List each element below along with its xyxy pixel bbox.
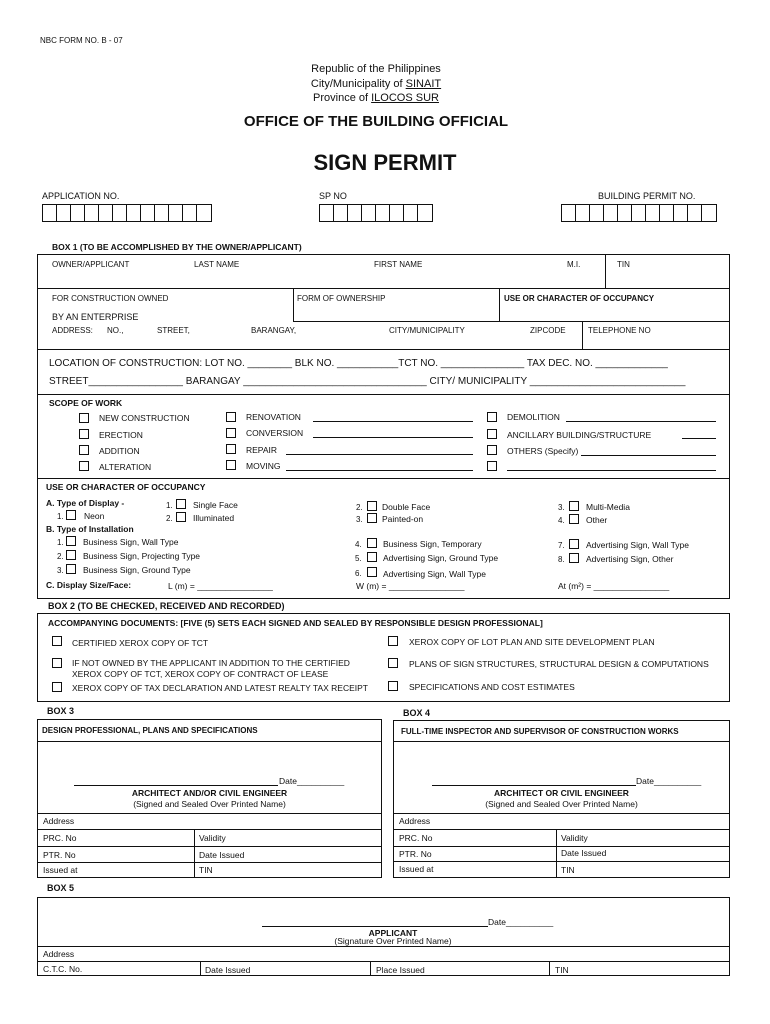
others-checkbox[interactable] — [487, 445, 497, 455]
bs-ground-label: Business Sign, Ground Type — [83, 565, 191, 575]
others-line[interactable] — [581, 455, 716, 456]
neon-checkbox[interactable] — [66, 510, 76, 520]
box3-date[interactable]: Date__________ — [279, 776, 345, 786]
repair-label: REPAIR — [246, 445, 278, 455]
box3-ptr-label: PTR. No — [43, 850, 76, 860]
bs-wall-no: 1. — [57, 538, 64, 547]
construction-owned-label: FOR CONSTRUCTION OWNED — [52, 294, 169, 303]
divider — [194, 829, 195, 878]
box5-signature-line[interactable] — [262, 926, 488, 927]
divider — [393, 741, 730, 742]
as-ground-no: 5. — [355, 554, 362, 563]
painted-on-label: Painted-on — [382, 514, 424, 524]
box4-ptr-label: PTR. No — [399, 849, 432, 859]
type-display-label: A. Type of Display - — [46, 498, 125, 508]
alteration-checkbox[interactable] — [79, 461, 89, 471]
office-title: OFFICE OF THE BUILDING OFFICIAL — [243, 113, 509, 130]
divider — [393, 846, 730, 847]
bs-wall-label: Business Sign, Wall Type — [83, 537, 179, 547]
certified-tct-checkbox[interactable] — [52, 636, 62, 646]
street-line[interactable]: STREET_________________ BARANGAY _________________________________ CITY/ MUNICIPALITY ____________________________ — [49, 376, 686, 387]
box4-issued-at-label: Issued at — [399, 864, 434, 874]
box5-place-issued-label: Place Issued — [376, 965, 425, 975]
as-wall7-no: 7. — [558, 541, 565, 550]
lot-plan-checkbox[interactable] — [388, 636, 398, 646]
tax-declaration-label: XEROX COPY OF TAX DECLARATION AND LATEST REALTY TAX RECEIPT — [72, 683, 369, 693]
bs-temporary-no: 4. — [355, 540, 362, 549]
double-face-label: Double Face — [382, 502, 431, 512]
as-wall7-checkbox[interactable] — [569, 539, 579, 549]
renovation-checkbox[interactable] — [226, 412, 236, 422]
alteration-label: ALTERATION — [99, 462, 152, 472]
box4-prc-label: PRC. No — [399, 833, 433, 843]
as-other-label: Advertising Sign, Other — [586, 554, 674, 564]
not-owned-checkbox[interactable] — [52, 658, 62, 668]
lot-plan-label: XEROX COPY OF LOT PLAN AND SITE DEVELOPMENT PLAN — [409, 637, 655, 647]
bs-projecting-checkbox[interactable] — [66, 550, 76, 560]
as-wall7-label: Advertising Sign, Wall Type — [586, 540, 689, 550]
box5-tin-label: TIN — [555, 965, 569, 975]
demolition-label: DEMOLITION — [507, 412, 560, 422]
tin-label: TIN — [617, 260, 630, 269]
demolition-checkbox[interactable] — [487, 412, 497, 422]
as-wall-checkbox[interactable] — [367, 567, 377, 577]
multi-media-no: 3. — [558, 503, 565, 512]
double-face-checkbox[interactable] — [367, 501, 377, 511]
box5-signature-caption: (Signature Over Printed Name) — [334, 936, 452, 946]
box4-title: FULL-TIME INSPECTOR AND SUPERVISOR OF CONSTRUCTION WORKS — [401, 727, 679, 736]
box3-signed-sealed: (Signed and Sealed Over Printed Name) — [133, 799, 286, 809]
not-owned-label-1: IF NOT OWNED BY THE APPLICANT IN ADDITION TO THE CERTIFIED — [72, 658, 350, 668]
divider — [37, 288, 730, 289]
painted-on-no: 3. — [356, 515, 363, 524]
box5-applicant: APPLICANT — [368, 928, 418, 938]
last-name-label: LAST NAME — [194, 260, 240, 269]
certified-tct-label: CERTIFIED XEROX COPY OF TCT — [72, 638, 209, 648]
divider — [393, 813, 730, 814]
bs-temporary-checkbox[interactable] — [367, 538, 377, 548]
application-no-field[interactable] — [42, 204, 212, 222]
form-number: NBC FORM NO. B - 07 — [40, 36, 123, 45]
address-label: ADDRESS: — [52, 326, 93, 335]
illuminated-label: Illuminated — [193, 513, 235, 523]
divider — [37, 846, 382, 847]
erection-label: ERECTION — [99, 430, 143, 440]
mi-label: M.I. — [567, 260, 581, 269]
other-label: Other — [586, 515, 608, 525]
divider — [37, 394, 730, 395]
type-installation-label: B. Type of Installation — [46, 524, 134, 534]
address-city-label: CITY/MUNICIPALITY — [389, 326, 465, 335]
box3-label: BOX 3 — [47, 706, 75, 716]
specifications-checkbox[interactable] — [388, 681, 398, 691]
box3-title: DESIGN PROFESSIONAL, PLANS AND SPECIFICATIONS — [42, 726, 258, 735]
tax-declaration-checkbox[interactable] — [52, 682, 62, 692]
city-line — [0, 78, 752, 90]
first-name-label: FIRST NAME — [374, 260, 423, 269]
divider — [37, 478, 730, 479]
length-field[interactable]: L (m) = ________________ — [168, 581, 273, 591]
owner-applicant-label: OWNER/APPLICANT — [52, 260, 130, 269]
form-of-ownership-label: FORM OF OWNERSHIP — [297, 294, 386, 303]
illuminated-no: 2. — [166, 514, 173, 523]
box3-prc-label: PRC. No — [43, 833, 77, 843]
box1-title: BOX 1 (TO BE ACCOMPLISHED BY THE OWNER/APPLICANT) — [52, 242, 302, 252]
divider — [200, 961, 201, 976]
box4-signer: ARCHITECT OR CIVIL ENGINEER — [494, 788, 629, 798]
as-ground-checkbox[interactable] — [367, 552, 377, 562]
plans-sign-checkbox[interactable] — [388, 658, 398, 668]
box4-label: BOX 4 — [403, 708, 431, 718]
neon-label: Neon — [84, 511, 105, 521]
new-construction-label: NEW CONSTRUCTION — [99, 413, 190, 423]
addition-checkbox[interactable] — [79, 445, 89, 455]
divider — [37, 349, 730, 350]
ancillary-label: ANCILLARY BUILDING/STRUCTURE — [507, 430, 652, 440]
as-wall-no: 6. — [355, 569, 362, 578]
conversion-checkbox[interactable] — [226, 428, 236, 438]
box3-address-label: Address — [43, 816, 75, 826]
location-line[interactable]: LOCATION OF CONSTRUCTION: LOT NO. ________ BLK NO. ___________TCT NO. _______________ TAX DEC. NO. _____________ — [49, 358, 668, 369]
as-ground-label: Advertising Sign, Ground Type — [383, 553, 499, 563]
repair-line[interactable] — [286, 454, 473, 455]
divider — [37, 862, 382, 863]
address-barangay-label: BARANGAY, — [251, 326, 297, 335]
box4-date[interactable]: Date__________ — [636, 776, 702, 786]
zipcode-label: ZIPCODE — [530, 326, 566, 335]
moving-label: MOVING — [246, 461, 281, 471]
city-prefix: City/Municipality of — [310, 78, 406, 90]
divider — [37, 741, 382, 742]
divider — [499, 288, 500, 321]
box2-title: BOX 2 (TO BE CHECKED, RECEIVED AND RECORDED) — [48, 601, 285, 611]
addition-label: ADDITION — [99, 446, 140, 456]
sp-no-field[interactable] — [319, 204, 433, 222]
divider — [37, 813, 382, 814]
divider — [582, 321, 583, 349]
display-size-label: C. Display Size/Face: — [46, 580, 132, 590]
divider — [37, 946, 730, 947]
sp-no-label: SP NO — [319, 191, 347, 201]
ancillary-line[interactable] — [682, 438, 716, 439]
divider — [393, 861, 730, 862]
box4-address-label: Address — [399, 816, 431, 826]
address-street-label: STREET, — [157, 326, 190, 335]
telephone-label: TELEPHONE NO — [588, 326, 651, 335]
province-line — [0, 92, 752, 104]
new-construction-checkbox[interactable] — [79, 413, 89, 423]
box5-ctc-label: C.T.C. No. — [43, 964, 83, 974]
ancillary-checkbox[interactable] — [487, 429, 497, 439]
building-permit-no-field[interactable] — [561, 204, 717, 222]
not-owned-label-2: XEROX COPY OF TCT, XEROX COPY OF CONTRACT OF LEASE — [72, 669, 329, 679]
divider — [37, 829, 382, 830]
scope-title: SCOPE OF WORK — [49, 398, 123, 408]
box5-address-label: Address — [43, 949, 75, 959]
divider — [37, 961, 730, 962]
box4-date-issued-label: Date Issued — [561, 848, 607, 858]
width-field[interactable]: W (m) = ________________ — [356, 581, 465, 591]
box3-signature-line[interactable] — [74, 785, 278, 786]
address-no-label: NO., — [107, 326, 124, 335]
erection-checkbox[interactable] — [79, 429, 89, 439]
republic-text: Republic of the Philippines — [311, 63, 441, 75]
illuminated-checkbox[interactable] — [176, 512, 186, 522]
neon-no: 1. — [57, 512, 64, 521]
other-checkbox[interactable] — [569, 514, 579, 524]
bs-temporary-label: Business Sign, Temporary — [383, 539, 482, 549]
area-field[interactable]: At (m²) = ________________ — [558, 581, 670, 591]
moving-line[interactable] — [286, 470, 473, 471]
as-other-no: 8. — [558, 555, 565, 564]
bs-wall-checkbox[interactable] — [66, 536, 76, 546]
single-face-no: 1. — [166, 501, 173, 510]
box4-signature-line[interactable] — [432, 785, 636, 786]
page-title: SIGN PERMIT — [313, 150, 457, 175]
others-extra-checkbox[interactable] — [487, 461, 497, 471]
box4-validity-label: Validity — [561, 833, 588, 843]
divider — [393, 829, 730, 830]
bs-projecting-no: 2. — [57, 552, 64, 561]
box3-validity-label: Validity — [199, 833, 226, 843]
divider — [370, 961, 371, 976]
bs-ground-checkbox[interactable] — [66, 564, 76, 574]
as-wall-label: Advertising Sign, Wall Type — [383, 569, 486, 579]
demolition-line[interactable] — [566, 421, 716, 422]
box5-label: BOX 5 — [47, 883, 75, 893]
divider — [293, 288, 294, 321]
box3-date-issued-label: Date Issued — [199, 850, 245, 860]
box4-tin-label: TIN — [561, 865, 575, 875]
specifications-label: SPECIFICATIONS AND COST ESTIMATES — [409, 682, 575, 692]
use-character-label: USE OR CHARACTER OF OCCUPANCY — [504, 294, 655, 303]
bs-ground-no: 3. — [57, 566, 64, 575]
single-face-label: Single Face — [193, 500, 238, 510]
divider — [549, 961, 550, 976]
as-other-checkbox[interactable] — [569, 553, 579, 563]
box3-signer: ARCHITECT AND/OR CIVIL ENGINEER — [131, 788, 288, 798]
by-enterprise-label: BY AN ENTERPRISE — [52, 312, 139, 322]
painted-on-checkbox[interactable] — [367, 513, 377, 523]
repair-checkbox[interactable] — [226, 444, 236, 454]
box3-tin-label: TIN — [199, 865, 213, 875]
accompanying-title: ACCOMPANYING DOCUMENTS: [FIVE (5) SETS EACH SIGNED AND SEALED BY RESPONSIBLE DESIGN PROFESSIONAL] — [48, 618, 543, 628]
box5-date[interactable]: Date__________ — [488, 917, 554, 927]
divider — [293, 321, 730, 322]
box3-issued-at-label: Issued at — [43, 865, 78, 875]
building-permit-no-label: BUILDING PERMIT NO. — [598, 191, 696, 201]
double-face-no: 2. — [356, 503, 363, 512]
occupancy-title: USE OR CHARACTER OF OCCUPANCY — [46, 482, 206, 492]
multi-media-label: Multi-Media — [586, 502, 630, 512]
box4-signed-sealed: (Signed and Sealed Over Printed Name) — [485, 799, 638, 809]
other-no: 4. — [558, 516, 565, 525]
others-extra-line[interactable] — [507, 470, 716, 471]
box5-date-issued-label: Date Issued — [205, 965, 251, 975]
city-name: SINAIT — [405, 78, 442, 90]
single-face-checkbox[interactable] — [176, 499, 186, 509]
province-prefix: Province of — [313, 92, 372, 104]
conversion-line[interactable] — [313, 437, 473, 438]
multi-media-checkbox[interactable] — [569, 501, 579, 511]
divider — [605, 254, 606, 288]
application-no-label: APPLICATION NO. — [42, 191, 120, 201]
divider — [556, 829, 557, 878]
others-label: OTHERS (Specify) — [507, 446, 579, 456]
conversion-label: CONVERSION — [246, 428, 304, 438]
renovation-line[interactable] — [313, 421, 473, 422]
province-name: ILOCOS SUR — [371, 92, 439, 104]
bs-projecting-label: Business Sign, Projecting Type — [83, 551, 201, 561]
moving-checkbox[interactable] — [226, 460, 236, 470]
plans-sign-label: PLANS OF SIGN STRUCTURES, STRUCTURAL DESIGN & COMPUTATIONS — [409, 659, 709, 669]
renovation-label: RENOVATION — [246, 412, 301, 422]
